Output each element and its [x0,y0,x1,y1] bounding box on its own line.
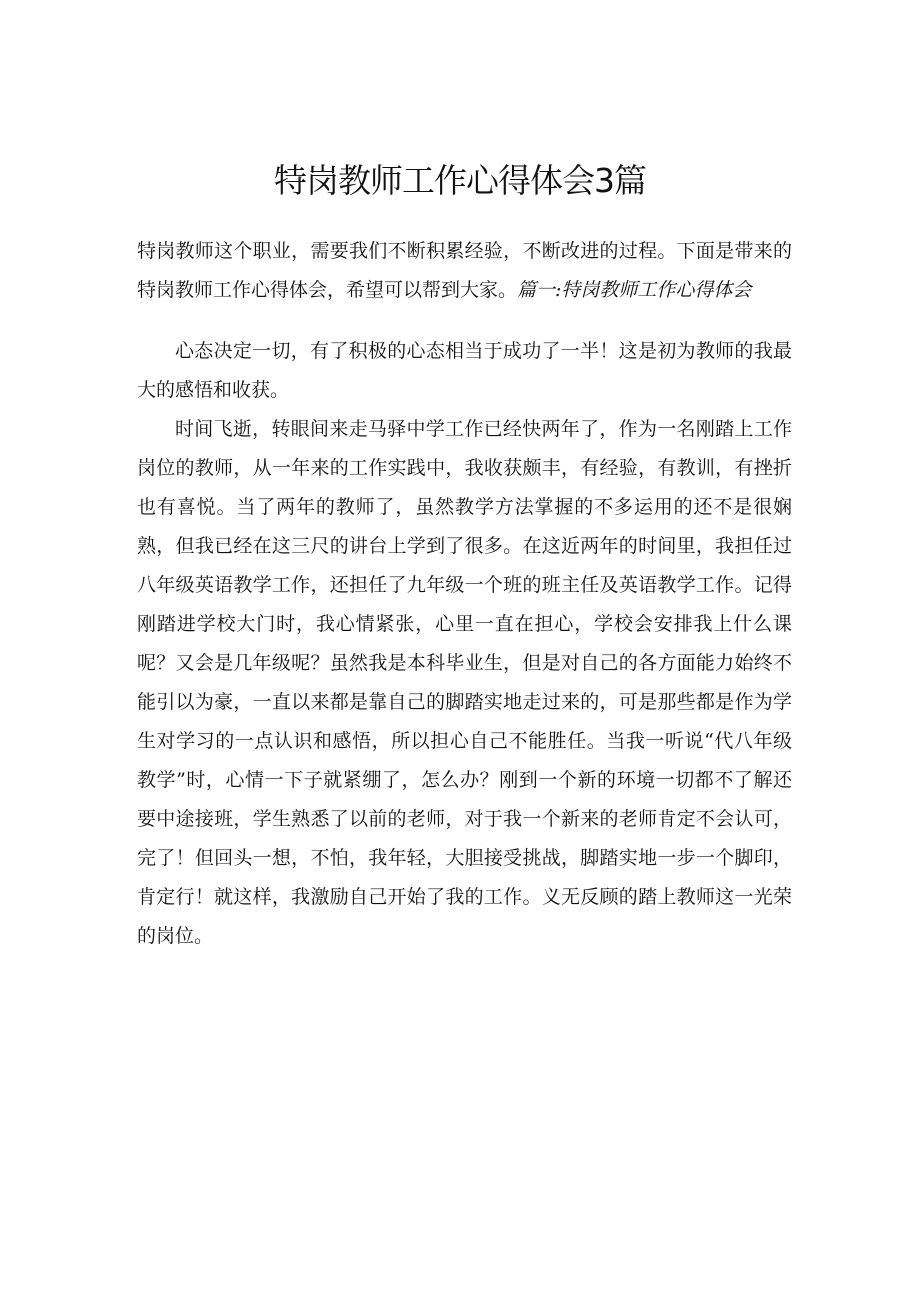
document-body [137,232,792,956]
intro-paragraph [137,232,792,310]
body-paragraph-1: 心态决定一切，有了积极的心态相当于成功了一半！这是初为教师的我最大的感悟和收获。 [137,340,792,401]
intro-text: 特岗教师这个职业，需要我们不断积累经验，不断改进的过程。下面是带来的特岗教师工作心得体会，希望可以帮到大家。 [137,240,792,301]
body-paragraph-2: 时间飞逝，转眼间来走马驿中学工作已经快两年了，作为一名刚踏上工作岗位的教师，从一年来的工作实践中，我收获颇丰，有经验，有教训，有挫折也有喜悦。当了两年的教师了，虽然教学方法掌握的不多运用的还不是很娴熟，但我已经在这三尺的讲台上学到了很多。在这近两年的时间里，我担任过八年级英语教学工作，还担任了九年级一个班的班主任及英语教学工作。记得刚踏进学校大门时，我心情紧张，心里一直在担心，学校会安排我上什么课呢？又会是几年级呢？虽然我是本科毕业生，但是对自己的各方面能力始终不能引以为豪，一直以来都是靠自己的脚踏实地走过来的，可是那些都是作为学生对学习的一点认识和感悟，所以担心自己不能胜任。当我一听说“代八年级教学”时，心情一下子就紧绷了，怎么办？刚到一个新的环境一切都不了解还要中途接班，学生熟悉了以前的老师，对于我一个新来的老师肯定不会认可，完了！但回头一想，不怕，我年轻，大胆接受挑战，脚踏实地一步一个脚印，肯定行！就这样，我激励自己开始了我的工作。义无反顾的踏上教师这一光荣的岗位。 [137,418,792,947]
chapter-heading: 篇一:特岗教师工作心得体会 [517,279,752,301]
document-title: 特岗教师工作心得体会3篇 [274,161,646,200]
paragraph-gap [137,310,792,332]
